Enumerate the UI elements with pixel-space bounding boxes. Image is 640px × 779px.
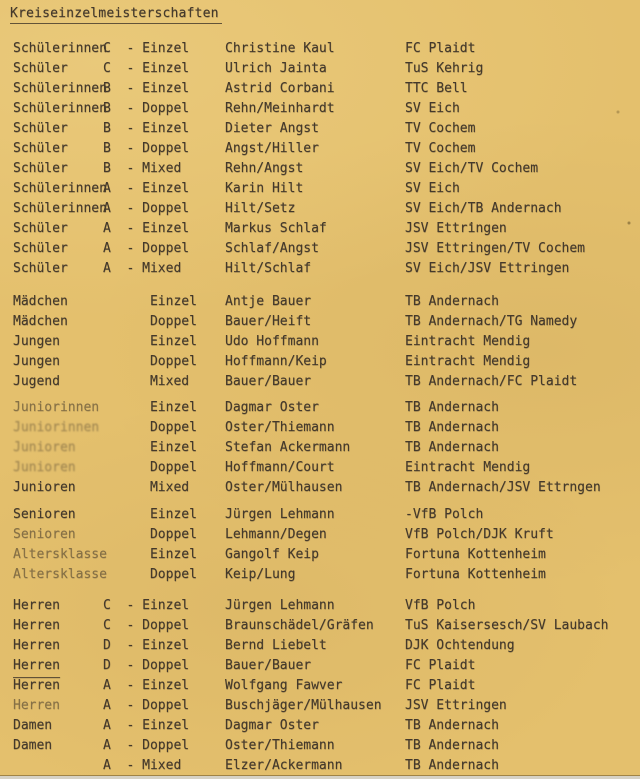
cell-category: Herren (13, 618, 60, 633)
cell-category: Damen (13, 738, 53, 753)
cell-club: TuS Kaisersesch/SV Laubach (405, 618, 609, 633)
cell-category: Jugend (13, 374, 60, 389)
cell-name: Dagmar Oster (225, 400, 319, 415)
result-row (0, 458, 640, 478)
cell-category: Junioren (13, 480, 76, 495)
cell-club: TB Andernach/JSV Ettrngen (405, 480, 601, 495)
cell-event: Doppel (103, 460, 197, 475)
cell-event: B - Doppel (103, 141, 190, 156)
cell-event: Einzel (103, 507, 197, 522)
cell-category: Schülerinnen (13, 181, 107, 196)
result-row (0, 159, 640, 179)
cell-event: Mixed (103, 480, 190, 495)
cell-name: Schlaf/Angst (225, 241, 319, 256)
cell-event: C - Einzel (103, 598, 190, 613)
result-row (0, 525, 640, 545)
result-row (0, 199, 640, 219)
cell-event: Doppel (103, 420, 197, 435)
result-row (0, 352, 640, 372)
cell-club: Fortuna Kottenheim (405, 567, 546, 582)
cell-club: DJK Ochtendung (405, 638, 515, 653)
cell-club: TB Andernach (405, 400, 499, 415)
result-row (0, 332, 640, 352)
results-table (0, 39, 640, 776)
cell-club: TB Andernach (405, 758, 499, 773)
cell-category: Juniorinnen (13, 420, 100, 435)
cell-name: Christine Kaul (225, 41, 335, 56)
result-row (0, 79, 640, 99)
cell-name: Ulrich Jainta (225, 61, 327, 76)
cell-name: Antje Bauer (225, 294, 312, 309)
cell-club: JSV Ettringen (405, 221, 507, 236)
cell-category: Herren (13, 638, 60, 653)
cell-event: A - Mixed (103, 758, 182, 773)
cell-category: Schüler (13, 161, 68, 176)
cell-category: Damen (13, 718, 53, 733)
cell-name: Oster/Thiemann (225, 420, 335, 435)
cell-club: VfB Polch (405, 598, 476, 613)
cell-name: Buschjäger/Mülhausen (225, 698, 382, 713)
cell-club: FC Plaidt (405, 678, 476, 693)
cell-club: -VfB Polch (405, 507, 484, 522)
result-section-3 (0, 398, 640, 498)
result-row (0, 676, 640, 696)
cell-event: A - Doppel (103, 738, 190, 753)
cell-club: Fortuna Kottenheim (405, 547, 546, 562)
cell-club: JSV Ettringen/TV Cochem (405, 241, 586, 256)
result-row (0, 505, 640, 525)
cell-event: A - Einzel (103, 718, 190, 733)
cell-club: TB Andernach (405, 738, 499, 753)
result-row (0, 59, 640, 79)
cell-name: Bauer/Heift (225, 314, 312, 329)
result-row (0, 716, 640, 736)
cell-name: Angst/Hiller (225, 141, 319, 156)
cell-event: A - Einzel (103, 678, 190, 693)
result-row (0, 545, 640, 565)
cell-event: Doppel (103, 354, 197, 369)
cell-club: SV Eich/TB Andernach (405, 201, 562, 216)
cell-name: Hilt/Setz (225, 201, 296, 216)
cell-category: Jungen (13, 354, 60, 369)
cell-club: JSV Ettringen (405, 698, 507, 713)
cell-name: Oster/Thiemann (225, 738, 335, 753)
cell-name: Hilt/Schlaf (225, 261, 312, 276)
cell-event: Einzel (103, 547, 197, 562)
result-row (0, 656, 640, 676)
cell-club: TB Andernach (405, 294, 499, 309)
result-row (0, 292, 640, 312)
result-row (0, 478, 640, 498)
result-section-5 (0, 596, 640, 776)
result-row (0, 596, 640, 616)
cell-club: VfB Polch/DJK Kruft (405, 527, 554, 542)
page-title: Kreiseinzelmeisterschaften (10, 7, 222, 24)
cell-category: Schüler (13, 121, 68, 136)
cell-name: Elzer/Ackermann (225, 758, 343, 773)
cell-club: Eintracht Mendig (405, 334, 531, 349)
cell-club: SV Eich (405, 181, 460, 196)
cell-event: A - Einzel (103, 181, 190, 196)
cell-event: B - Einzel (103, 121, 190, 136)
cell-category: Schüler (13, 261, 68, 276)
cell-name: Hoffmann/Keip (225, 354, 327, 369)
cell-category: Schülerinnen (13, 101, 107, 116)
cell-club: TB Andernach/FC Plaidt (405, 374, 578, 389)
cell-event: Einzel (103, 440, 197, 455)
cell-event: Einzel (103, 294, 197, 309)
cell-name: Rehn/Angst (225, 161, 304, 176)
result-row (0, 239, 640, 259)
cell-event: A - Doppel (103, 698, 190, 713)
cell-club: TB Andernach (405, 440, 499, 455)
cell-name: Markus Schlaf (225, 221, 327, 236)
cell-category: Schülerinnen (13, 41, 107, 56)
cell-club: TB Andernach (405, 420, 499, 435)
cell-name: Wolfgang Fawver (225, 678, 343, 693)
cell-event: Einzel (103, 400, 197, 415)
cell-name: Keip/Lung (225, 567, 296, 582)
cell-category: Schüler (13, 141, 68, 156)
cell-event: A - Mixed (103, 261, 182, 276)
cell-category: Schüler (13, 61, 68, 76)
cell-event: Mixed (103, 374, 190, 389)
cell-event: Doppel (103, 527, 197, 542)
cell-name: Braunschädel/Gräfen (225, 618, 374, 633)
cell-event: C - Einzel (103, 61, 190, 76)
result-section-1 (0, 39, 640, 279)
cell-category: Altersklasse (13, 567, 107, 582)
cell-club: TB Andernach (405, 718, 499, 733)
cell-club: Eintracht Mendig (405, 354, 531, 369)
cell-category: Herren (13, 678, 60, 693)
result-row (0, 565, 640, 585)
result-row (0, 119, 640, 139)
result-row (0, 259, 640, 279)
cell-club: TV Cochem (405, 141, 476, 156)
cell-name: Lehmann/Degen (225, 527, 327, 542)
cell-event: Doppel (103, 314, 197, 329)
cell-club: SV Eich/TV Cochem (405, 161, 539, 176)
cell-event: Doppel (103, 567, 197, 582)
result-row (0, 636, 640, 656)
cell-club: SV Eich/JSV Ettringen (405, 261, 570, 276)
result-row (0, 312, 640, 332)
cell-category: Junioren (13, 460, 76, 475)
cell-club: TB Andernach/TG Namedy (405, 314, 578, 329)
cell-name: Astrid Corbani (225, 81, 335, 96)
cell-category: Jungen (13, 334, 60, 349)
result-row (0, 736, 640, 756)
cell-event: A - Einzel (103, 221, 190, 236)
cell-category: Senioren (13, 527, 76, 542)
cell-name: Dagmar Oster (225, 718, 319, 733)
cell-category: Senioren (13, 507, 76, 522)
cell-category: Herren (13, 698, 60, 713)
result-row (0, 756, 640, 776)
cell-category: Schülerinnen (13, 201, 107, 216)
cell-category: Juniorinnen (13, 400, 100, 415)
cell-event: C - Doppel (103, 618, 190, 633)
cell-name: Oster/Mülhausen (225, 480, 343, 495)
result-row (0, 179, 640, 199)
cell-club: TTC Bell (405, 81, 468, 96)
cell-event: B - Doppel (103, 101, 190, 116)
result-row (0, 99, 640, 119)
cell-club: FC Plaidt (405, 658, 476, 673)
cell-category: Mädchen (13, 314, 68, 329)
cell-category: Herren (13, 598, 60, 613)
cell-name: Jürgen Lehmann (225, 507, 335, 522)
cell-event: A - Doppel (103, 201, 190, 216)
result-section-2 (0, 292, 640, 392)
result-row (0, 438, 640, 458)
cell-event: C - Einzel (103, 41, 190, 56)
cell-category: Altersklasse (13, 547, 107, 562)
cell-category: Mädchen (13, 294, 68, 309)
result-row (0, 39, 640, 59)
cell-event: D - Doppel (103, 658, 190, 673)
cell-club: FC Plaidt (405, 41, 476, 56)
cell-name: Dieter Angst (225, 121, 319, 136)
cell-event: Einzel (103, 334, 197, 349)
result-row (0, 219, 640, 239)
cell-event: B - Mixed (103, 161, 182, 176)
cell-event: D - Einzel (103, 638, 190, 653)
cell-name: Udo Hoffmann (225, 334, 319, 349)
cell-club: SV Eich (405, 101, 460, 116)
cell-category: Herren (13, 658, 60, 673)
result-row (0, 398, 640, 418)
result-section-4 (0, 505, 640, 585)
cell-name: Karin Hilt (225, 181, 304, 196)
cell-name: Stefan Ackermann (225, 440, 351, 455)
cell-name: Rehn/Meinhardt (225, 101, 335, 116)
cell-name: Bauer/Bauer (225, 374, 312, 389)
cell-event: A - Doppel (103, 241, 190, 256)
cell-name: Bauer/Bauer (225, 658, 312, 673)
result-row (0, 696, 640, 716)
cell-category: Schülerinnen (13, 81, 107, 96)
cell-club: TV Cochem (405, 121, 476, 136)
result-row (0, 372, 640, 392)
result-row (0, 139, 640, 159)
cell-name: Gangolf Keip (225, 547, 319, 562)
result-row (0, 418, 640, 438)
cell-category: Junioren (13, 440, 76, 455)
result-row (0, 616, 640, 636)
cell-club: TuS Kehrig (405, 61, 484, 76)
cell-club: Eintracht Mendig (405, 460, 531, 475)
cell-event: B - Einzel (103, 81, 190, 96)
cell-name: Hoffmann/Court (225, 460, 335, 475)
cell-name: Bernd Liebelt (225, 638, 327, 653)
cell-name: Jürgen Lehmann (225, 598, 335, 613)
cell-category: Schüler (13, 241, 68, 256)
cell-category: Schüler (13, 221, 68, 236)
